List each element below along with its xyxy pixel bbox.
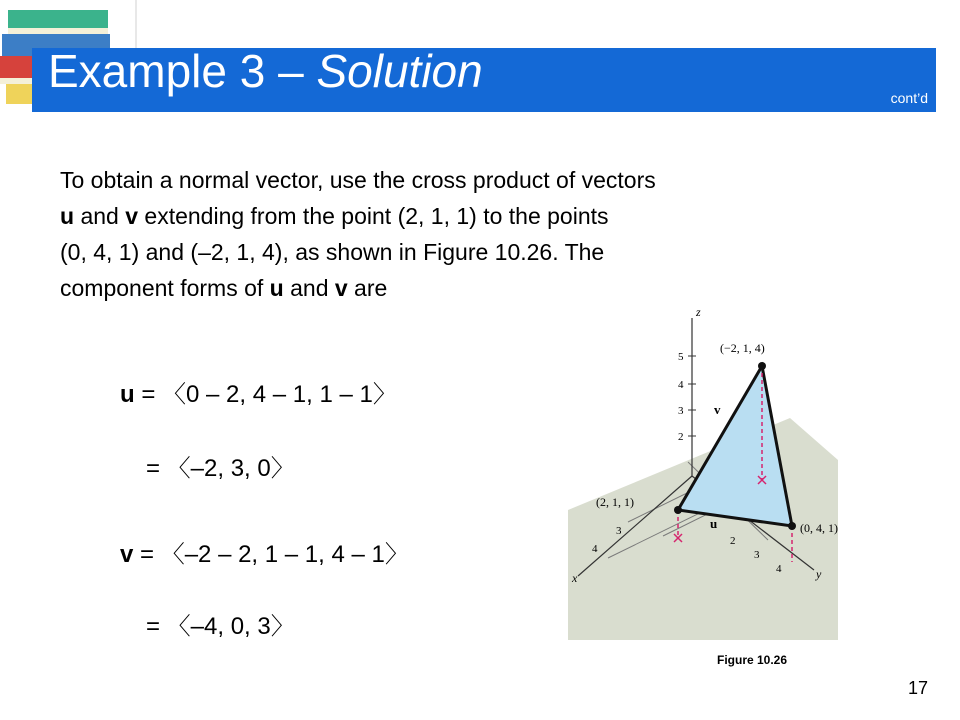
x-axis-label: x <box>572 571 578 585</box>
y-tick-2: 2 <box>730 535 736 547</box>
u-components-text: = 〈0 – 2, 4 – 1, 1 – 1〉 <box>134 381 397 408</box>
z-tick-2: 2 <box>678 431 684 443</box>
v-bold: v <box>125 203 139 229</box>
line-4-end: are <box>347 275 388 301</box>
z-tick-4: 4 <box>678 379 684 391</box>
xy-plane <box>568 418 838 640</box>
triangle-face <box>678 366 792 526</box>
equation-v-components <box>120 534 409 569</box>
point-right <box>788 522 796 530</box>
v-symbol: v <box>120 541 134 568</box>
vector-u-label: u <box>710 516 718 531</box>
contd-label: cont’d <box>890 90 928 106</box>
y-axis-label: y <box>816 567 822 581</box>
title-italic-text: Solution <box>316 45 483 97</box>
and-text-2: and <box>283 275 335 301</box>
body-paragraph <box>60 162 910 306</box>
equation-u-components <box>120 374 397 409</box>
equation-v-result: = 〈–4, 0, 3〉 <box>146 613 295 640</box>
z-tick-3: 3 <box>678 405 684 417</box>
title-text: Example 3 – <box>48 45 317 97</box>
figure-caption: Figure 10.26 <box>717 653 788 667</box>
z-axis-label: z <box>696 305 701 319</box>
y-tick-3: 3 <box>754 549 760 561</box>
point-left <box>674 506 682 514</box>
vector-v-label: v <box>714 402 721 417</box>
z-tick-5: 5 <box>678 351 684 363</box>
paragraph-line-2 <box>60 198 910 234</box>
label-point-top: (−2, 1, 4) <box>720 341 765 355</box>
x-tick-3: 3 <box>616 525 622 537</box>
y-tick-4: 4 <box>776 563 782 575</box>
paragraph-line-1: To obtain a normal vector, use the cross product of vectors <box>60 167 656 193</box>
point-top <box>758 362 766 370</box>
u-bold-2: u <box>269 275 284 301</box>
label-point-right: (0, 4, 1) <box>800 521 838 535</box>
u-bold: u <box>60 203 75 229</box>
and-text: and <box>74 203 126 229</box>
label-point-left: (2, 1, 1) <box>596 495 634 509</box>
line-2-rest: extending from the point (2, 1, 1) to the points <box>138 203 609 229</box>
paragraph-line-3: (0, 4, 1) and (–2, 1, 4), as shown in Figure 10.26. The <box>60 239 605 265</box>
z-tick-labels <box>678 351 684 443</box>
line-4-start: component forms of <box>60 275 270 301</box>
equation-u-result: = 〈–2, 3, 0〉 <box>146 455 295 482</box>
book-green <box>8 10 108 34</box>
slide-title <box>48 44 483 98</box>
x-tick-4: 4 <box>592 543 598 555</box>
v-components-text: = 〈–2 – 2, 1 – 1, 4 – 1〉 <box>133 541 409 568</box>
slide-number: 17 <box>907 678 928 698</box>
u-symbol: u <box>120 381 135 408</box>
v-bold-2: v <box>334 275 348 301</box>
figure-10-26 <box>568 300 838 640</box>
